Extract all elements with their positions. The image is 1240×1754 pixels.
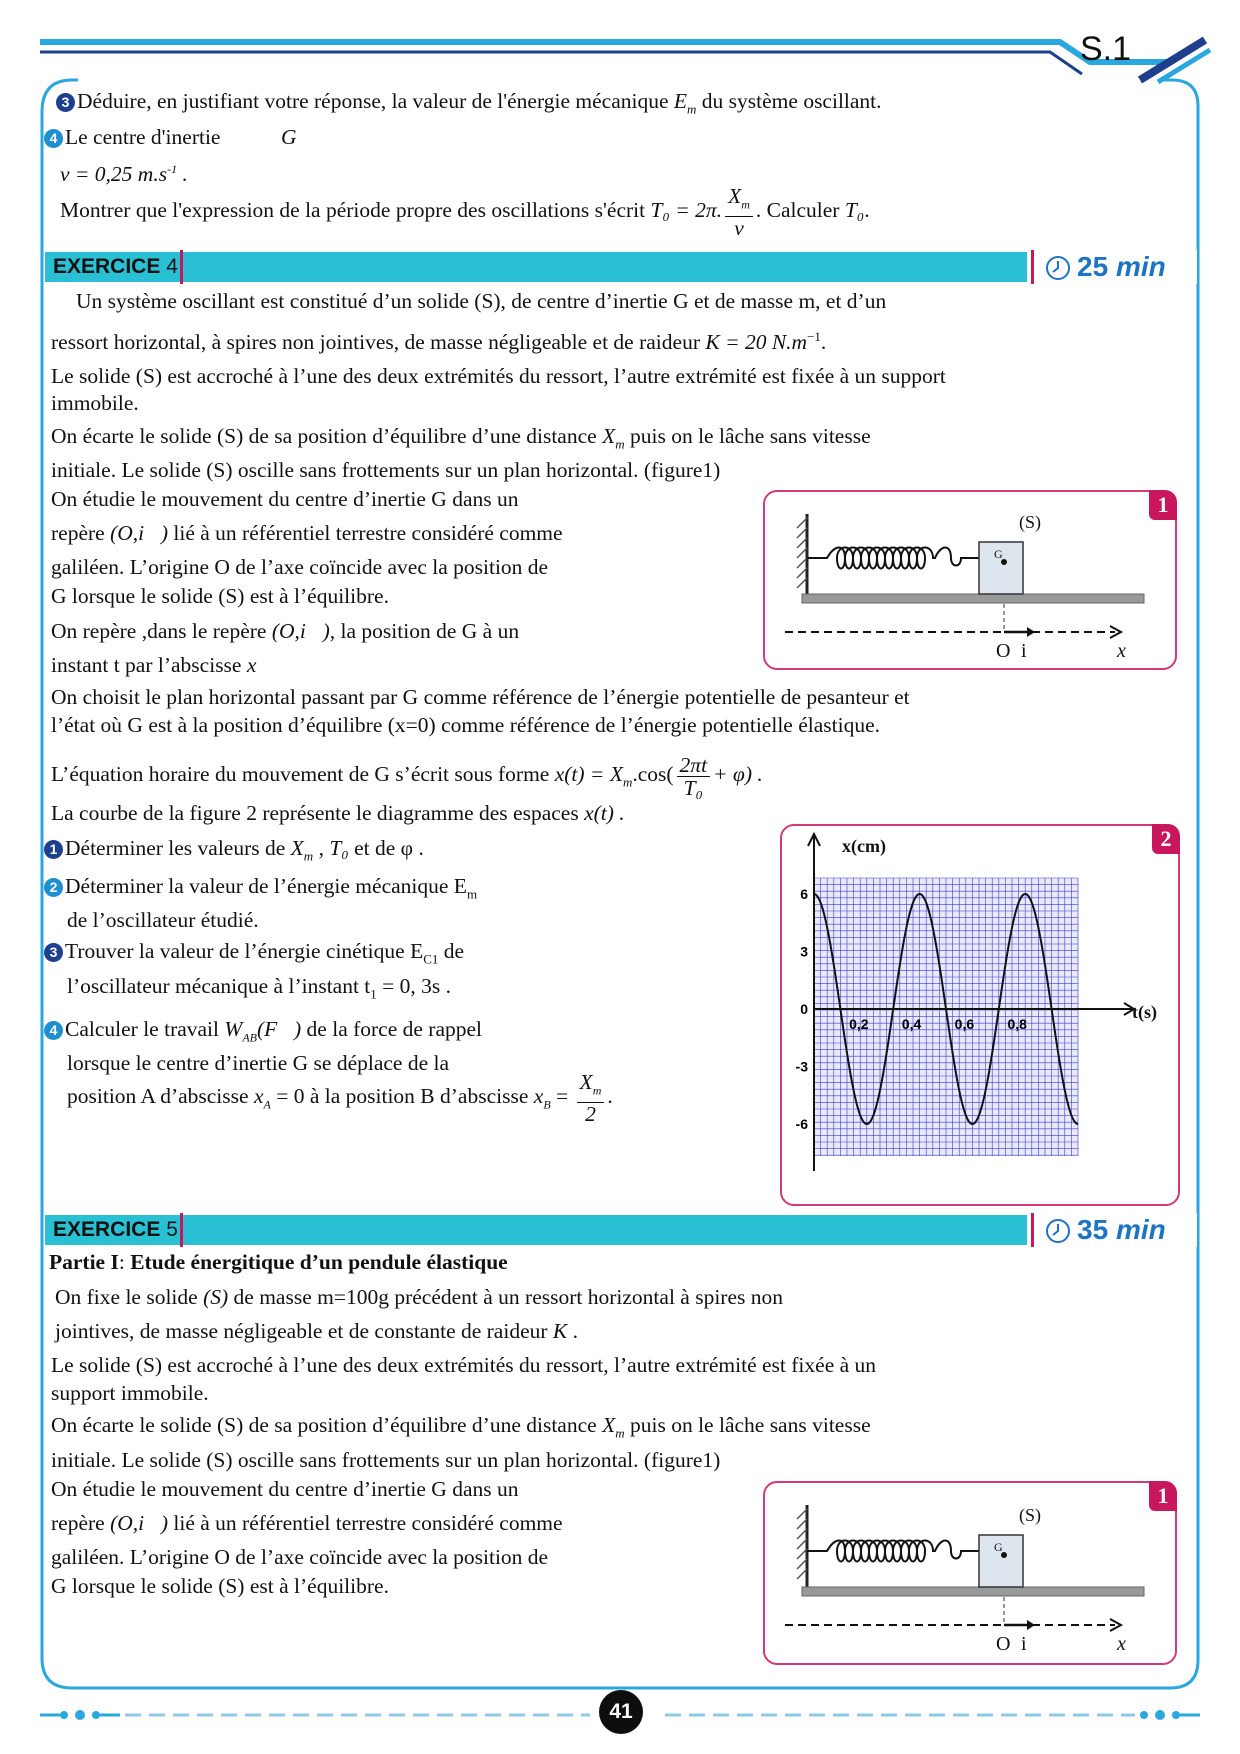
ex5-p8: galiléen. L’origine O de l’axe coïncide avec la position de — [51, 1545, 549, 1569]
intro-q3: 3 Déduire, en justifiant votre réponse, la valeur de l'énergie mécanique $E_m$ du système oscillant. — [56, 88, 882, 122]
x-tick-label: 0,4 — [901, 1016, 922, 1032]
ex4-p12: On choisit le plan horizontal passant par G comme référence de l’énergie potentielle de pesanteur et — [51, 685, 910, 709]
spring — [807, 1541, 979, 1562]
q-number-badge: 4 — [44, 129, 63, 148]
ex4-q4-line2: lorsque le centre d’inertie G se déplace de la — [67, 1051, 450, 1075]
figure-number: 1 — [1149, 1481, 1177, 1511]
label-axis: x — [1117, 640, 1126, 662]
ex5-p5: initiale. Le solide (S) oscille sans frottements sur un plan horizontal. (figure1) — [51, 1448, 721, 1472]
exercise-5-header: EXERCICE 5 35 min — [45, 1215, 1197, 1245]
ex4-q3-line2: l’oscillateur mécanique à l’instant $t_1 = 0$, 3s . — [67, 974, 452, 1002]
q-number-badge: 2 — [44, 878, 63, 897]
label-center: G — [994, 547, 1003, 561]
y-tick-label: -6 — [795, 1116, 808, 1132]
ex5-p1: On fixe le solide (S) de masse m=100g précédent à un ressort horizontal à spires non — [55, 1285, 783, 1309]
intro-period: Montrer que l'expression de la période propre des oscillations s'écrit T₀ = 2π. $\frac{X_m}{v}$ . Calculer T₀. — [60, 184, 870, 240]
ex4-p10: On repère ,dans le repère (O,i⃗), la position de G à un — [51, 619, 520, 643]
exercise-4-header: EXERCICE 4 25 min — [45, 252, 1197, 282]
ex4-p3b: immobile. — [51, 391, 139, 415]
ex4-q3: 3 Trouver la valeur de l’énergie cinétique $E_{C1}$ de — [44, 938, 464, 972]
q-number-badge: 3 — [44, 943, 63, 962]
spring — [807, 548, 979, 569]
ex5-part-title: Partie I: Etude énergitique d’un pendule élastique — [49, 1250, 508, 1274]
intro-speed: v = 0,25 $m.s^{-1}$ . — [60, 162, 188, 187]
label-axis: x — [1117, 1633, 1126, 1655]
figure-1-spring-system — [763, 490, 1177, 670]
ex4-p3: Le solide (S) est accroché à l’une des deux extrémités du ressort, l’autre extrémité est fixée à un support — [51, 364, 946, 388]
figure-1-spring-system — [763, 1481, 1177, 1665]
q-number-badge: 3 — [56, 93, 75, 112]
x-tick-label: 0,2 — [849, 1016, 869, 1032]
ex4-p15: La courbe de la figure 2 représente le diagramme des espaces x(t) . — [51, 801, 625, 825]
ex4-p2: ressort horizontal, à spires non jointives, de masse négligeable et de raideur K = 20 $N.m^{-1}$. — [51, 329, 827, 355]
ex4-p8: galiléen. L’origine O de l’axe coïncide avec la position de — [51, 555, 549, 579]
label-solid: (S) — [1019, 512, 1041, 532]
y-tick-label: 6 — [800, 886, 808, 902]
y-tick-label: -3 — [795, 1058, 808, 1075]
ex4-q4-line3: position A d’abscisse $x_A = 0$ à la position B d’abscisse $x_B$ = $\frac{X_m}{2}$ . — [67, 1070, 613, 1126]
spring-mass-diagram — [765, 1483, 1175, 1663]
ex5-p4: On écarte le solide (S) de sa position d’équilibre d’une distance $X_m$ puis on le lâche sans vitesse — [51, 1413, 871, 1441]
y-tick-label: 3 — [800, 943, 808, 960]
label-origin: O — [996, 1633, 1011, 1655]
ex5-p3: Le solide (S) est accroché à l’une des deux extrémités du ressort, l’autre extrémité est fixée à un — [51, 1353, 877, 1377]
ex4-p4: On écarte le solide (S) de sa position d’équilibre d’une distance $X_m$ puis on le lâche sans vitesse — [51, 424, 871, 452]
figure-2-chart — [780, 824, 1180, 1206]
ex5-p7: repère (O,i⃗) lié à un référentiel terrestre considéré comme — [51, 1511, 563, 1535]
ex4-q1: 1 Déterminer les valeurs de $X_m$ , T₀ et de φ . — [44, 835, 424, 869]
intro-q4: 4 Le centre d'inertie — [44, 124, 220, 150]
label-origin: O — [996, 640, 1011, 662]
ex4-q4: 4 Calculer le travail $W_{AB}(F⃗)$ de la force de rappel — [44, 1016, 482, 1050]
timer-badge: 25 min — [1027, 250, 1197, 284]
q-number-badge: 1 — [44, 840, 63, 859]
ex5-p2: jointives, de masse négligeable et de constante de raideur K . — [55, 1319, 578, 1343]
x-axis-label: t(s) — [1132, 1002, 1157, 1022]
intro-q4-symbol: G — [277, 124, 301, 150]
q-number-badge: 4 — [44, 1021, 63, 1040]
clock-icon — [1045, 255, 1071, 281]
ex4-p6: On étudie le mouvement du centre d’inertie G dans un — [51, 487, 519, 511]
ex5-p3b: support immobile. — [51, 1381, 209, 1405]
label-unit: i — [1021, 640, 1027, 662]
ex4-q2: 2 Déterminer la valeur de l’énergie mécanique $E_m$ — [44, 873, 477, 907]
figure-number: 1 — [1149, 490, 1177, 520]
figure-number: 2 — [1152, 824, 1180, 854]
label-unit: i — [1021, 1633, 1027, 1655]
ex4-p14: L’équation horaire du mouvement de G s’écrit sous forme $x(t) = X_m.\cos$( $\frac{2\pi t}{\text{T₀}}$ + φ) . — [51, 752, 763, 800]
header-code: S.1 — [1080, 30, 1132, 68]
timer-badge: 35 min — [1027, 1213, 1197, 1247]
x-tick-label: 0,8 — [1007, 1016, 1027, 1032]
label-center: G — [994, 1540, 1003, 1554]
ex5-p9: G lorsque le solide (S) est à l’équilibre. — [51, 1574, 389, 1598]
y-axis-label: x(cm) — [842, 836, 886, 856]
ex4-p1: Un système oscillant est constitué d’un solide (S), de centre d’inertie G et de masse m, et d’un — [76, 289, 887, 313]
page-number: 41 — [609, 1700, 633, 1723]
y-tick-label: 0 — [800, 1001, 808, 1017]
label-solid: (S) — [1019, 1505, 1041, 1525]
ex5-p6: On étudie le mouvement du centre d’inertie G dans un — [51, 1477, 519, 1501]
ex4-q2-line2: de l’oscillateur étudié. — [67, 908, 259, 932]
clock-icon — [1045, 1218, 1071, 1244]
ex4-p7: repère (O,i⃗) lié à un référentiel terrestre considéré comme — [51, 521, 563, 545]
ex4-p13: l’état où G est à la position d’équilibre (x=0) comme référence de l’énergie potentielle élastique. — [51, 713, 880, 737]
ex4-p11: instant t par l’abscisse x — [51, 653, 257, 677]
x-tick-label: 0,6 — [954, 1016, 975, 1032]
ex4-p5: initiale. Le solide (S) oscille sans frottements sur un plan horizontal. (figure1) — [51, 458, 721, 482]
position-time-chart — [782, 826, 1178, 1204]
ex4-p9: G lorsque le solide (S) est à l’équilibre. — [51, 584, 389, 608]
spring-mass-diagram — [765, 492, 1175, 668]
